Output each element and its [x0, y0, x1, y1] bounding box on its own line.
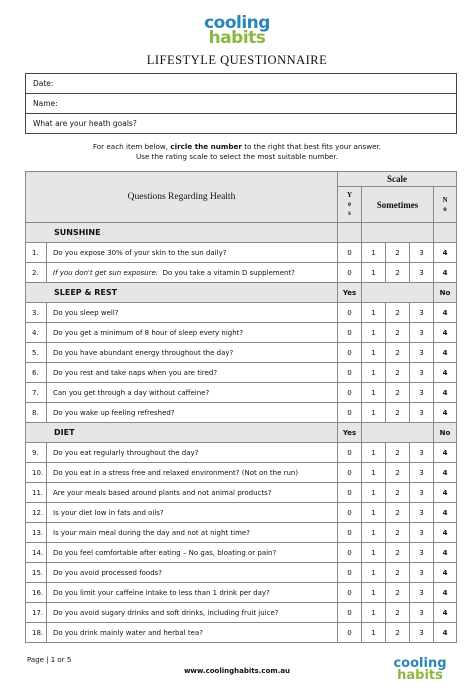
question-row	[26, 303, 457, 323]
scale-option-1[interactable]: 1	[362, 463, 386, 483]
scale-option-2[interactable]: 2	[386, 463, 410, 483]
question-number: 18.	[26, 623, 47, 643]
questionnaire-table	[25, 171, 457, 643]
question-text: Do you eat regularly throughout the day?	[53, 448, 199, 457]
question-number: 12.	[26, 503, 47, 523]
yes-header: Y e s	[338, 187, 362, 223]
scale-option-2[interactable]: 2	[386, 523, 410, 543]
question-text: Do you wake up feeling refreshed?	[53, 408, 175, 417]
scale-option-2[interactable]: 2	[386, 623, 410, 643]
section-blank	[386, 223, 410, 243]
question-row	[26, 503, 457, 523]
scale-option-4[interactable]: 4	[434, 563, 457, 583]
scale-option-3[interactable]: 3	[410, 443, 434, 463]
question-number: 9.	[26, 443, 47, 463]
question-text: Do you drink mainly water and herbal tea?	[53, 628, 203, 637]
scale-option-0[interactable]: 0	[338, 343, 362, 363]
question-row	[26, 483, 457, 503]
instr-bold: circle the number	[170, 142, 242, 151]
logo-bottom	[380, 658, 460, 682]
instr-pre: For each item below,	[92, 142, 171, 151]
question-cell	[47, 543, 338, 563]
question-cell	[47, 263, 338, 283]
question-row	[26, 623, 457, 643]
question-cell	[47, 483, 338, 503]
info-box	[25, 73, 457, 134]
section-no-label: No	[434, 423, 457, 443]
question-cell	[47, 523, 338, 543]
scale-option-3[interactable]: 3	[410, 543, 434, 563]
scale-option-0[interactable]: 0	[338, 563, 362, 583]
scale-option-3[interactable]: 3	[410, 463, 434, 483]
scale-option-4[interactable]: 4	[434, 303, 457, 323]
section-blank	[386, 283, 410, 303]
scale-option-4[interactable]: 4	[434, 463, 457, 483]
scale-option-1[interactable]: 1	[362, 483, 386, 503]
scale-option-0[interactable]: 0	[338, 363, 362, 383]
name-field[interactable]: Name:	[26, 94, 456, 114]
page-title: LIFESTYLE QUESTIONNAIRE	[146, 53, 328, 67]
question-number: 2.	[26, 263, 47, 283]
instr-post: to the right that best fits your answer.	[241, 142, 382, 151]
section-no-label: No	[434, 283, 457, 303]
scale-option-0[interactable]: 0	[338, 583, 362, 603]
question-text: Do you rest and take naps when you are tired?	[53, 368, 218, 377]
scale-option-4[interactable]: 4	[434, 503, 457, 523]
website-url: www.coolinghabits.com.au	[183, 667, 291, 675]
scale-option-0[interactable]: 0	[338, 383, 362, 403]
scale-option-4[interactable]: 4	[434, 603, 457, 623]
scale-option-0[interactable]: 0	[338, 523, 362, 543]
scale-option-3[interactable]: 3	[410, 243, 434, 263]
question-text: Do you have abundant energy throughout the day?	[53, 348, 234, 357]
question-cell	[47, 363, 338, 383]
scale-option-3[interactable]: 3	[410, 503, 434, 523]
scale-option-2[interactable]: 2	[386, 263, 410, 283]
question-row	[26, 563, 457, 583]
question-cell	[47, 323, 338, 343]
scale-option-2[interactable]: 2	[386, 563, 410, 583]
scale-option-3[interactable]: 3	[410, 303, 434, 323]
section-blank	[410, 223, 434, 243]
question-text: Do you take a vitamin D supplement?	[162, 268, 295, 277]
instr-line2: Use the rating scale to select the most suitable number.	[135, 152, 339, 161]
scale-option-1[interactable]: 1	[362, 443, 386, 463]
scale-option-3[interactable]: 3	[410, 583, 434, 603]
question-cell	[47, 443, 338, 463]
scale-option-0[interactable]: 0	[338, 403, 362, 423]
question-text: Is your main meal during the day and not at night time?	[53, 528, 250, 537]
scale-option-4[interactable]: 4	[434, 523, 457, 543]
question-row	[26, 403, 457, 423]
scale-option-3[interactable]: 3	[410, 563, 434, 583]
question-row	[26, 363, 457, 383]
question-text: Do you avoid processed foods?	[53, 568, 163, 577]
question-number: 14.	[26, 543, 47, 563]
question-number: 7.	[26, 383, 47, 403]
scale-option-0[interactable]: 0	[338, 303, 362, 323]
scale-option-1[interactable]: 1	[362, 383, 386, 403]
question-cell	[47, 623, 338, 643]
scale-option-4[interactable]: 4	[434, 403, 457, 423]
scale-option-1[interactable]: 1	[362, 363, 386, 383]
question-cell	[47, 463, 338, 483]
question-text: Is your diet low in fats and oils?	[53, 508, 164, 517]
question-cell	[47, 383, 338, 403]
question-text: Are your meals based around plants and not animal products?	[53, 488, 272, 497]
scale-option-0[interactable]: 0	[338, 543, 362, 563]
question-number: 3.	[26, 303, 47, 323]
question-number: 15.	[26, 563, 47, 583]
section-blank	[362, 423, 386, 443]
scale-option-3[interactable]: 3	[410, 383, 434, 403]
scale-option-4[interactable]: 4	[434, 383, 457, 403]
section-blank	[410, 283, 434, 303]
scale-option-3[interactable]: 3	[410, 263, 434, 283]
section-blank	[386, 423, 410, 443]
scale-option-3[interactable]: 3	[410, 323, 434, 343]
scale-option-0[interactable]: 0	[338, 463, 362, 483]
logo-habits: habits	[208, 28, 266, 48]
question-row	[26, 543, 457, 563]
question-number: 1.	[26, 243, 47, 263]
question-cell	[47, 583, 338, 603]
scale-option-4[interactable]: 4	[434, 263, 457, 283]
scale-option-4[interactable]: 4	[434, 363, 457, 383]
scale-option-1[interactable]: 1	[362, 503, 386, 523]
scale-option-2[interactable]: 2	[386, 583, 410, 603]
question-number: 4.	[26, 323, 47, 343]
section-row	[26, 223, 457, 243]
logo-cooling: cooling	[204, 13, 270, 33]
scale-option-1[interactable]: 1	[362, 263, 386, 283]
scale-option-2[interactable]: 2	[386, 383, 410, 403]
scale-option-0[interactable]: 0	[338, 243, 362, 263]
question-cell	[47, 503, 338, 523]
question-text: Do you expose 30% of your skin to the sun daily?	[53, 248, 227, 257]
scale-option-0[interactable]: 0	[338, 443, 362, 463]
question-number: 13.	[26, 523, 47, 543]
scale-option-2[interactable]: 2	[386, 363, 410, 383]
scale-option-2[interactable]: 2	[386, 403, 410, 423]
question-cell	[47, 563, 338, 583]
question-number: 11.	[26, 483, 47, 503]
scale-option-2[interactable]: 2	[386, 243, 410, 263]
scale-option-4[interactable]: 4	[434, 343, 457, 363]
question-cell	[47, 243, 338, 263]
question-text: Can you get through a day without caffeine?	[53, 388, 210, 397]
question-text: Do you avoid sugary drinks and soft drinks, including fruit juice?	[53, 608, 279, 617]
scale-option-3[interactable]: 3	[410, 603, 434, 623]
question-italic-prefix: If you don't get sun exposure:	[53, 268, 159, 277]
question-text: Do you feel comfortable after eating – No gas, bloating or pain?	[53, 548, 277, 557]
page-number: Page | 1 or 5	[27, 656, 72, 664]
section-title: SLEEP & REST	[26, 283, 338, 303]
logo-habits-bottom: habits	[397, 668, 443, 683]
section-yes-label: Yes	[338, 283, 362, 303]
section-row	[26, 283, 457, 303]
scale-option-1[interactable]: 1	[362, 623, 386, 643]
section-title: SUNSHINE	[26, 223, 338, 243]
scale-option-4[interactable]: 4	[434, 323, 457, 343]
questions-header: Questions Regarding Health	[26, 172, 338, 223]
section-no-label	[434, 223, 457, 243]
question-number: 5.	[26, 343, 47, 363]
scale-option-4[interactable]: 4	[434, 483, 457, 503]
question-number: 10.	[26, 463, 47, 483]
scale-option-0[interactable]: 0	[338, 503, 362, 523]
section-title: DIET	[26, 423, 338, 443]
question-row	[26, 603, 457, 623]
question-row	[26, 243, 457, 263]
question-row	[26, 523, 457, 543]
question-row	[26, 443, 457, 463]
scale-option-3[interactable]: 3	[410, 623, 434, 643]
question-cell	[47, 603, 338, 623]
scale-option-4[interactable]: 4	[434, 443, 457, 463]
logo-top	[0, 13, 474, 48]
scale-option-1[interactable]: 1	[362, 523, 386, 543]
question-row	[26, 263, 457, 283]
scale-option-0[interactable]: 0	[338, 603, 362, 623]
scale-option-2[interactable]: 2	[386, 603, 410, 623]
scale-option-1[interactable]: 1	[362, 323, 386, 343]
scale-option-1[interactable]: 1	[362, 563, 386, 583]
scale-option-0[interactable]: 0	[338, 483, 362, 503]
scale-option-1[interactable]: 1	[362, 603, 386, 623]
scale-option-3[interactable]: 3	[410, 403, 434, 423]
scale-option-4[interactable]: 4	[434, 543, 457, 563]
scale-option-1[interactable]: 1	[362, 303, 386, 323]
question-row	[26, 343, 457, 363]
scale-option-1[interactable]: 1	[362, 343, 386, 363]
question-number: 8.	[26, 403, 47, 423]
scale-option-2[interactable]: 2	[386, 503, 410, 523]
scale-option-4[interactable]: 4	[434, 623, 457, 643]
question-row	[26, 583, 457, 603]
scale-option-3[interactable]: 3	[410, 483, 434, 503]
section-blank	[410, 423, 434, 443]
scale-option-1[interactable]: 1	[362, 403, 386, 423]
question-cell	[47, 343, 338, 363]
no-header: N o	[434, 187, 457, 223]
section-blank	[362, 283, 386, 303]
scale-option-2[interactable]: 2	[386, 543, 410, 563]
question-cell	[47, 303, 338, 323]
question-row	[26, 383, 457, 403]
scale-option-4[interactable]: 4	[434, 583, 457, 603]
scale-option-2[interactable]: 2	[386, 343, 410, 363]
scale-option-3[interactable]: 3	[410, 523, 434, 543]
scale-option-1[interactable]: 1	[362, 243, 386, 263]
question-number: 16.	[26, 583, 47, 603]
section-blank	[362, 223, 386, 243]
scale-option-2[interactable]: 2	[386, 303, 410, 323]
question-text: Do you get a minimum of 8 hour of sleep every night?	[53, 328, 244, 337]
scale-option-0[interactable]: 0	[338, 323, 362, 343]
scale-option-3[interactable]: 3	[410, 363, 434, 383]
question-number: 6.	[26, 363, 47, 383]
question-row	[26, 323, 457, 343]
scale-option-1[interactable]: 1	[362, 583, 386, 603]
section-row	[26, 423, 457, 443]
scale-header: Scale	[338, 172, 457, 187]
question-cell	[47, 403, 338, 423]
question-text: Do you limit your caffeine intake to less than 1 drink per day?	[53, 588, 270, 597]
question-text: Do you eat in a stress free and relaxed environment? (Not on the run)	[53, 468, 299, 477]
sometimes-header: Sometimes	[362, 187, 434, 223]
question-row	[26, 463, 457, 483]
date-field[interactable]: Date:	[26, 74, 456, 94]
question-number: 17.	[26, 603, 47, 623]
question-text: Do you sleep well?	[53, 308, 119, 317]
scale-option-2[interactable]: 2	[386, 443, 410, 463]
logo-cooling-bottom: cooling	[393, 656, 447, 671]
scale-option-3[interactable]: 3	[410, 343, 434, 363]
section-yes-label: Yes	[338, 423, 362, 443]
instructions	[0, 142, 474, 162]
scale-option-0[interactable]: 0	[338, 623, 362, 643]
scale-option-2[interactable]: 2	[386, 483, 410, 503]
scale-option-1[interactable]: 1	[362, 543, 386, 563]
scale-option-4[interactable]: 4	[434, 243, 457, 263]
section-yes-label	[338, 223, 362, 243]
scale-option-0[interactable]: 0	[338, 263, 362, 283]
scale-option-2[interactable]: 2	[386, 323, 410, 343]
goals-field[interactable]: What are your heath goals?	[33, 119, 137, 128]
